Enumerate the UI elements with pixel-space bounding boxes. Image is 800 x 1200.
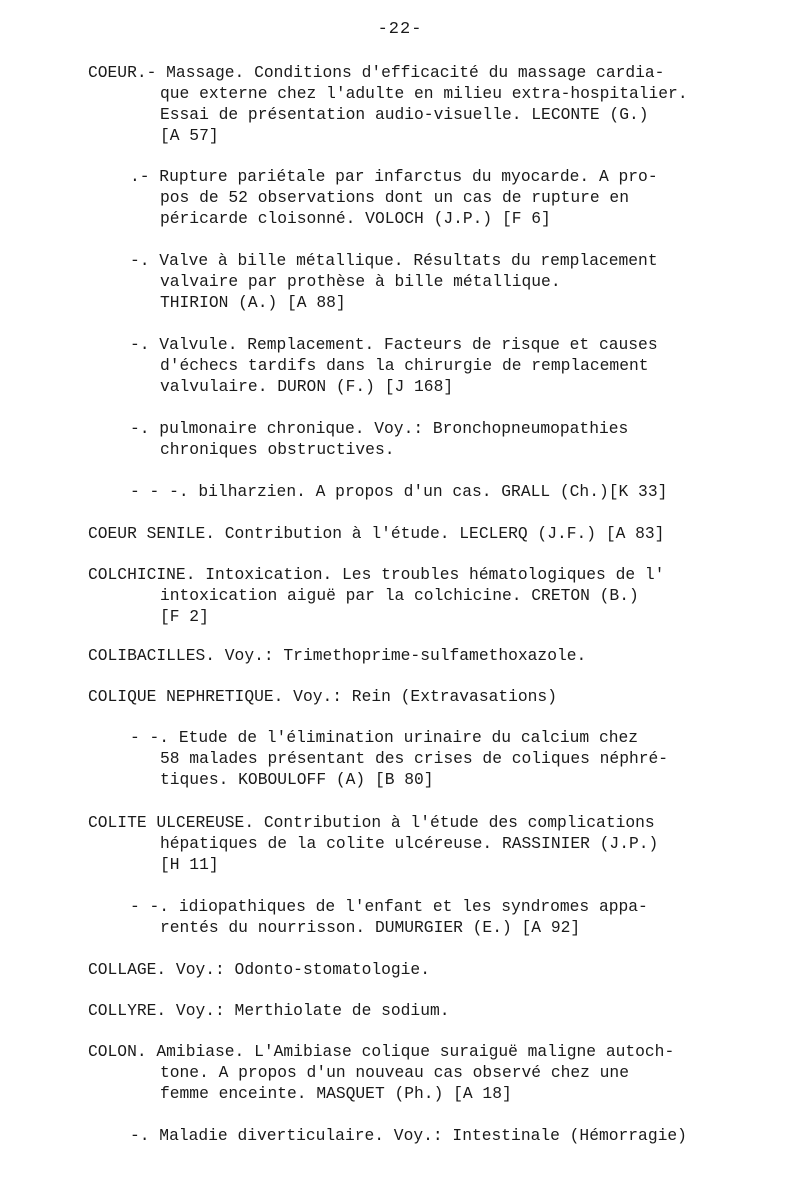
page-number: -22-: [377, 20, 423, 39]
index-entry: [88, 523, 713, 544]
entry-line: d'échecs tardifs dans la chirurgie de remplacement: [160, 356, 649, 375]
entry-line: que externe chez l'adulte en milieu extra-hospitalier.: [160, 84, 688, 103]
index-entry: [88, 62, 713, 146]
entry-line: tiques. KOBOULOFF (A) [B 80]: [160, 770, 434, 789]
entry-line: COLON. Amibiase. L'Amibiase colique suraiguë maligne autoch-: [88, 1042, 675, 1061]
entry-line: - - -. bilharzien. A propos d'un cas. GRALL (Ch.)[K 33]: [130, 482, 668, 501]
entry-line: -. Valve à bille métallique. Résultats du remplacement: [130, 251, 658, 270]
index-entry: [88, 686, 713, 707]
entry-line: COLIBACILLES. Voy.: Trimethoprime-sulfamethoxazole.: [88, 646, 587, 665]
index-entry: [88, 481, 713, 502]
entry-line: [F 2]: [160, 607, 209, 626]
entry-line: COLLAGE. Voy.: Odonto-stomatologie.: [88, 960, 430, 979]
index-entry: [88, 959, 713, 980]
entry-line: hépatiques de la colite ulcéreuse. RASSINIER (J.P.): [160, 834, 659, 853]
index-entries: [88, 62, 713, 1146]
entry-line: valvaire par prothèse à bille métallique.: [160, 272, 561, 291]
entry-line: valvulaire. DURON (F.) [J 168]: [160, 377, 454, 396]
index-entry: [88, 896, 713, 938]
entry-line: COLITE ULCEREUSE. Contribution à l'étude des complications: [88, 813, 655, 832]
index-entry: [88, 727, 713, 790]
entry-line: COLLYRE. Voy.: Merthiolate de sodium.: [88, 1001, 450, 1020]
index-entry: [88, 166, 713, 229]
entry-line: péricarde cloisonné. VOLOCH (J.P.) [F 6]: [160, 209, 551, 228]
index-entry: [88, 418, 713, 460]
entry-line: .- Rupture pariétale par infarctus du myocarde. A pro-: [130, 167, 658, 186]
index-entry: [88, 1041, 713, 1104]
index-entry: [88, 334, 713, 397]
entry-line: Essai de présentation audio-visuelle. LECONTE (G.): [160, 105, 649, 124]
entry-line: tone. A propos d'un nouveau cas observé chez une: [160, 1063, 629, 1082]
entry-line: COEUR.- Massage. Conditions d'efficacité du massage cardia-: [88, 63, 665, 82]
entry-line: -. pulmonaire chronique. Voy.: Bronchopneumopathies: [130, 419, 629, 438]
entry-line: 58 malades présentant des crises de coliques néphré-: [160, 749, 669, 768]
entry-line: COLCHICINE. Intoxication. Les troubles hématologiques de l': [88, 565, 665, 584]
entry-line: rentés du nourrisson. DUMURGIER (E.) [A 92]: [160, 918, 581, 937]
entry-line: intoxication aiguë par la colchicine. CRETON (B.): [160, 586, 639, 605]
entry-line: COEUR SENILE. Contribution à l'étude. LECLERQ (J.F.) [A 83]: [88, 524, 665, 543]
entry-line: - -. Etude de l'élimination urinaire du calcium chez: [130, 728, 639, 747]
entry-line: THIRION (A.) [A 88]: [160, 293, 346, 312]
index-entry: [88, 564, 713, 627]
entry-line: pos de 52 observations dont un cas de rupture en: [160, 188, 629, 207]
index-entry: [88, 1125, 713, 1146]
entry-line: femme enceinte. MASQUET (Ph.) [A 18]: [160, 1084, 512, 1103]
index-entry: [88, 812, 713, 875]
index-entry: [88, 1000, 713, 1021]
entry-line: COLIQUE NEPHRETIQUE. Voy.: Rein (Extravasations): [88, 687, 557, 706]
entry-line: -. Maladie diverticulaire. Voy.: Intestinale (Hémorragie): [130, 1126, 687, 1145]
index-entry: [88, 645, 713, 666]
entry-line: [A 57]: [160, 126, 219, 145]
entry-line: -. Valvule. Remplacement. Facteurs de risque et causes: [130, 335, 658, 354]
entry-line: [H 11]: [160, 855, 219, 874]
entry-line: chroniques obstructives.: [160, 440, 395, 459]
entry-line: - -. idiopathiques de l'enfant et les syndromes appa-: [130, 897, 648, 916]
index-entry: [88, 250, 713, 313]
